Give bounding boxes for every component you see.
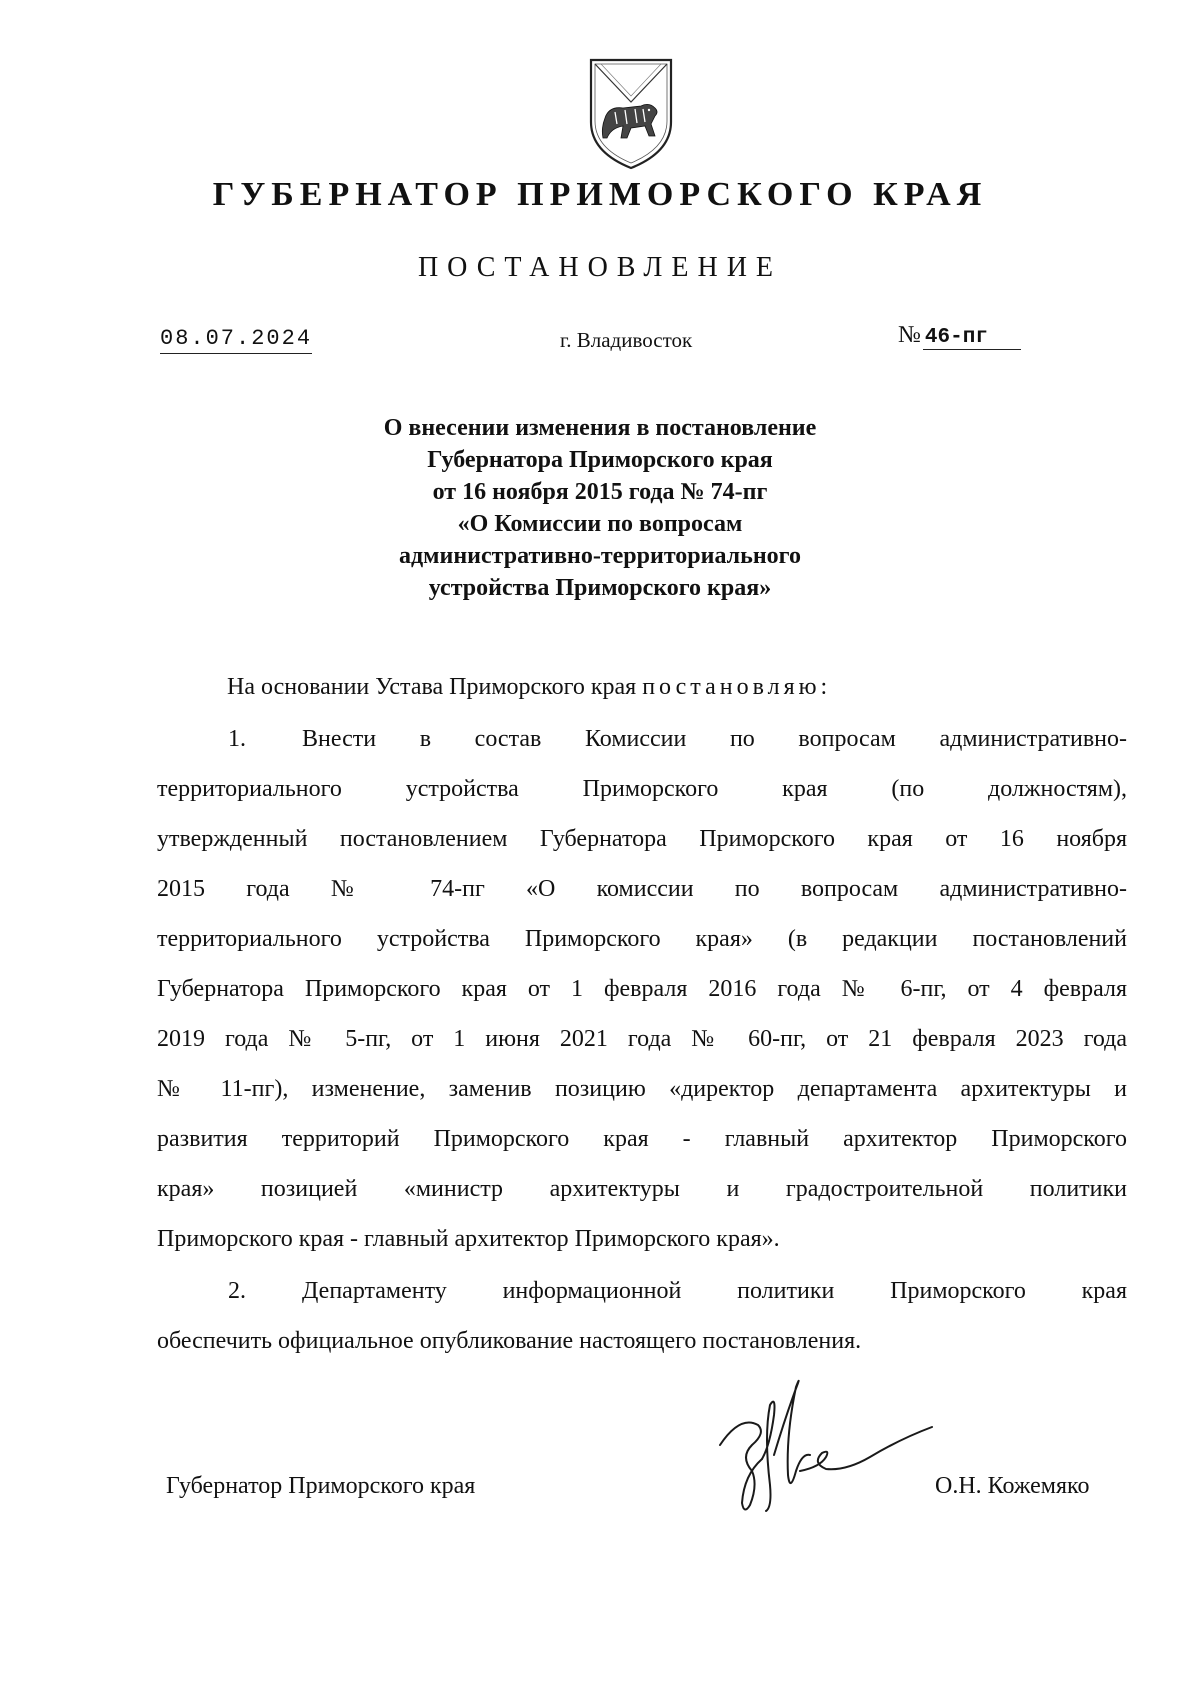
document-subject xyxy=(0,412,1200,604)
paragraph-1-line: территориального устройства Приморского края (по должностям), xyxy=(157,776,1127,802)
subject-line: Губернатора Приморского края xyxy=(427,447,773,473)
subject-line: от 16 ноября 2015 года № 74-пг xyxy=(432,479,768,505)
paragraph-2-last-line: обеспечить официальное опубликование настоящего постановления. xyxy=(157,1328,862,1354)
paragraph-2-first-line xyxy=(157,1276,1127,1306)
coat-of-arms-emblem xyxy=(585,52,677,172)
paragraph-1-last-line: Приморского края - главный архитектор Приморского края». xyxy=(157,1226,780,1252)
paragraph-1-number: 1. xyxy=(228,726,246,752)
document-type: ПОСТАНОВЛЕНИЕ xyxy=(417,252,783,283)
subject-line: «О Комиссии по вопросам xyxy=(457,511,743,537)
paragraph-1-first-line xyxy=(157,724,1127,754)
paragraph-2-number: 2. xyxy=(228,1278,246,1304)
paragraph-1-line: Внести в состав Комиссии по вопросам административно- xyxy=(302,726,1127,752)
document-number xyxy=(898,322,1021,350)
subject-line: административно-территориального xyxy=(399,543,801,569)
signer-position: Губернатор Приморского края xyxy=(166,1473,476,1499)
paragraph-1-line: края» позицией «министр архитектуры и градостроительной политики xyxy=(157,1176,1127,1202)
paragraph-1-line: № 11-пг), изменение, заменив позицию «директор департамента архитектуры и xyxy=(157,1076,1127,1102)
paragraph-1-line: утвержденный постановлением Губернатора Приморского края от 16 ноября xyxy=(157,826,1127,852)
paragraph-1-line: 2019 года № 5-пг, от 1 июня 2021 года № 60-пг, от 21 февраля 2023 года xyxy=(157,1026,1127,1052)
number-sign: № xyxy=(898,322,921,348)
intro-spaced-verb: постановляю: xyxy=(642,674,832,700)
paragraph-1-line: 2015 года № 74-пг «О комиссии по вопросам административно- xyxy=(157,876,1127,902)
document-city: г. Владивосток xyxy=(560,328,693,352)
subject-line: устройства Приморского края» xyxy=(428,575,772,601)
signer-name: О.Н. Кожемяко xyxy=(935,1473,1090,1499)
number-value: 46-пг xyxy=(923,326,1021,350)
subject-line: О внесении изменения в постановление xyxy=(383,415,817,441)
paragraph-1-line: территориального устройства Приморского края» (в редакции постановлений xyxy=(157,926,1127,952)
document-date: 08.07.2024 xyxy=(160,326,312,354)
organization-title: ГУБЕРНАТОР ПРИМОРСКОГО КРАЯ xyxy=(212,176,988,213)
handwritten-signature xyxy=(700,1375,940,1525)
intro-paragraph xyxy=(157,672,1197,702)
paragraph-2-line: Департаменту информационной политики Приморского края xyxy=(302,1278,1127,1304)
intro-text: На основании Устава Приморского края xyxy=(227,674,637,700)
paragraph-1-line: Губернатора Приморского края от 1 февраля 2016 года № 6-пг, от 4 февраля xyxy=(157,976,1127,1002)
paragraph-1-line: развития территорий Приморского края - главный архитектор Приморского xyxy=(157,1126,1127,1152)
